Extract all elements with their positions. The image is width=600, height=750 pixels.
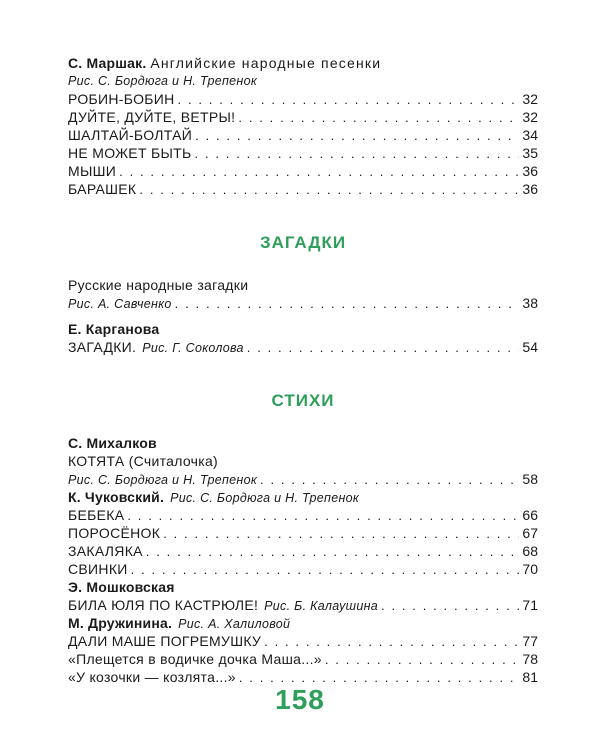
entry-page: 32: [522, 91, 538, 107]
author-subtitle: Английские народные песенки: [150, 55, 382, 71]
dot-leader: [139, 181, 519, 199]
toc-entry[interactable]: [68, 470, 538, 488]
entry-page: 67: [522, 525, 538, 541]
folk-riddles-title: Русские народные загадки: [68, 277, 249, 293]
entry-page: 66: [522, 507, 538, 523]
entry-title: ДУЙТЕ, ДУЙТЕ, ВЕТРЫ!: [68, 109, 236, 125]
toc-entry[interactable]: [68, 338, 538, 356]
dot-leader: [163, 525, 519, 543]
entry-title: ЗАКАЛЯКА: [68, 543, 143, 559]
entry-title: СВИНКИ: [68, 561, 128, 577]
entry-title: НЕ МОЖЕТ БЫТЬ: [68, 145, 192, 161]
author-name: Е. Карганова: [68, 321, 160, 337]
illustrators-line: Рис. С. Бордюга и Н. Трепенок: [68, 74, 258, 88]
entry-title: [68, 338, 244, 357]
author-name: С. Маршак.: [68, 55, 147, 71]
entry-title: ШАЛТАЙ-БОЛТАЙ: [68, 127, 193, 143]
author-line-moshkovskaya: [68, 578, 538, 596]
toc-entry[interactable]: [68, 90, 538, 108]
entry-page: 35: [522, 145, 538, 161]
entry-illustrator: Рис. С. Бордюга и Н. Трепенок: [68, 473, 258, 487]
dot-leader: [381, 597, 519, 615]
entry-title: ДАЛИ МАШЕ ПОГРЕМУШКУ: [68, 633, 262, 649]
entry-page: 58: [522, 471, 538, 487]
toc-entry[interactable]: [68, 596, 538, 614]
author-line-mikhalkov: [68, 434, 538, 452]
author-illustrators: Рис. А. Халиловой: [178, 617, 291, 631]
dot-leader: [264, 633, 519, 651]
entry-illustrator: Рис. Г. Соколова: [142, 341, 244, 355]
section-heading-zagadki: ЗАГАДКИ: [259, 233, 347, 252]
dot-leader: [238, 109, 519, 127]
dot-leader: [131, 561, 520, 579]
entry-page: 54: [522, 339, 538, 355]
dot-leader: [260, 471, 519, 489]
toc-entry[interactable]: [68, 560, 538, 578]
dot-leader: [146, 543, 520, 561]
toc-entry[interactable]: [68, 542, 538, 560]
dot-leader: [247, 339, 520, 357]
entry-illustrator: Рис. А. Савченко: [68, 297, 172, 311]
toc-entry[interactable]: [68, 180, 538, 198]
toc-entry[interactable]: [68, 144, 538, 162]
toc-entry[interactable]: [68, 650, 538, 668]
toc-entry[interactable]: [68, 632, 538, 650]
toc-entry[interactable]: [68, 524, 538, 542]
dot-leader: [325, 651, 520, 669]
entry-title: «У козочки — козлята...»: [68, 669, 236, 685]
entry-page: 81: [522, 669, 538, 685]
entry-page: 71: [522, 597, 538, 613]
entry-title: [68, 596, 378, 615]
entry-title: «Плещется в водичке дочка Маша...»: [68, 651, 322, 667]
entry-page: 34: [522, 127, 538, 143]
dot-leader: [127, 507, 519, 525]
dot-leader: [175, 295, 520, 313]
author-line-marshak: [68, 54, 538, 72]
entry-title: КОТЯТА (Считалочка): [68, 453, 219, 469]
author-name: С. Михалков: [68, 435, 157, 451]
entry-page: 38: [522, 295, 538, 311]
toc-entry[interactable]: [68, 108, 538, 126]
author-line-druzhinina: [68, 614, 538, 632]
dot-leader: [195, 145, 520, 163]
page-number: 158: [275, 684, 325, 715]
entry-title-text: ЗАГАДКИ.: [68, 339, 137, 355]
entry-page: 36: [522, 181, 538, 197]
entry-title: ПОРОСЁНОК: [68, 525, 161, 541]
author-line-chukovsky: [68, 488, 538, 506]
entry-title: МЫШИ: [68, 163, 117, 179]
author-line-karganova: [68, 320, 538, 338]
entry-title: БАРАШЕК: [68, 181, 137, 197]
entry-title-text: БИЛА ЮЛЯ ПО КАСТРЮЛЕ!: [68, 597, 259, 613]
author-name: М. Дружинина.: [68, 615, 173, 631]
author-illustrators: Рис. С. Бордюга и Н. Трепенок: [170, 491, 360, 505]
entry-title: БЕБЕКА: [68, 507, 125, 523]
toc-entry[interactable]: [68, 162, 538, 180]
table-of-contents: [68, 54, 538, 686]
toc-entry[interactable]: [68, 126, 538, 144]
entry-page: 77: [522, 633, 538, 649]
entry-page: 68: [522, 543, 538, 559]
toc-entry[interactable]: [68, 506, 538, 524]
entry-page: 78: [522, 651, 538, 667]
entry-page: 36: [522, 163, 538, 179]
dot-leader: [195, 127, 519, 145]
entry-page: 70: [522, 561, 538, 577]
dot-leader: [178, 91, 520, 109]
section-heading-stikhi: СТИХИ: [271, 391, 335, 410]
entry-illustrator: Рис. Б. Калаушина: [264, 599, 379, 613]
toc-entry[interactable]: [68, 294, 538, 312]
entry-page: 32: [522, 109, 538, 125]
author-name: Э. Мошковская: [68, 579, 175, 595]
dot-leader: [119, 163, 519, 181]
author-name: К. Чуковский.: [68, 489, 165, 505]
entry-title: РОБИН-БОБИН: [68, 91, 175, 107]
